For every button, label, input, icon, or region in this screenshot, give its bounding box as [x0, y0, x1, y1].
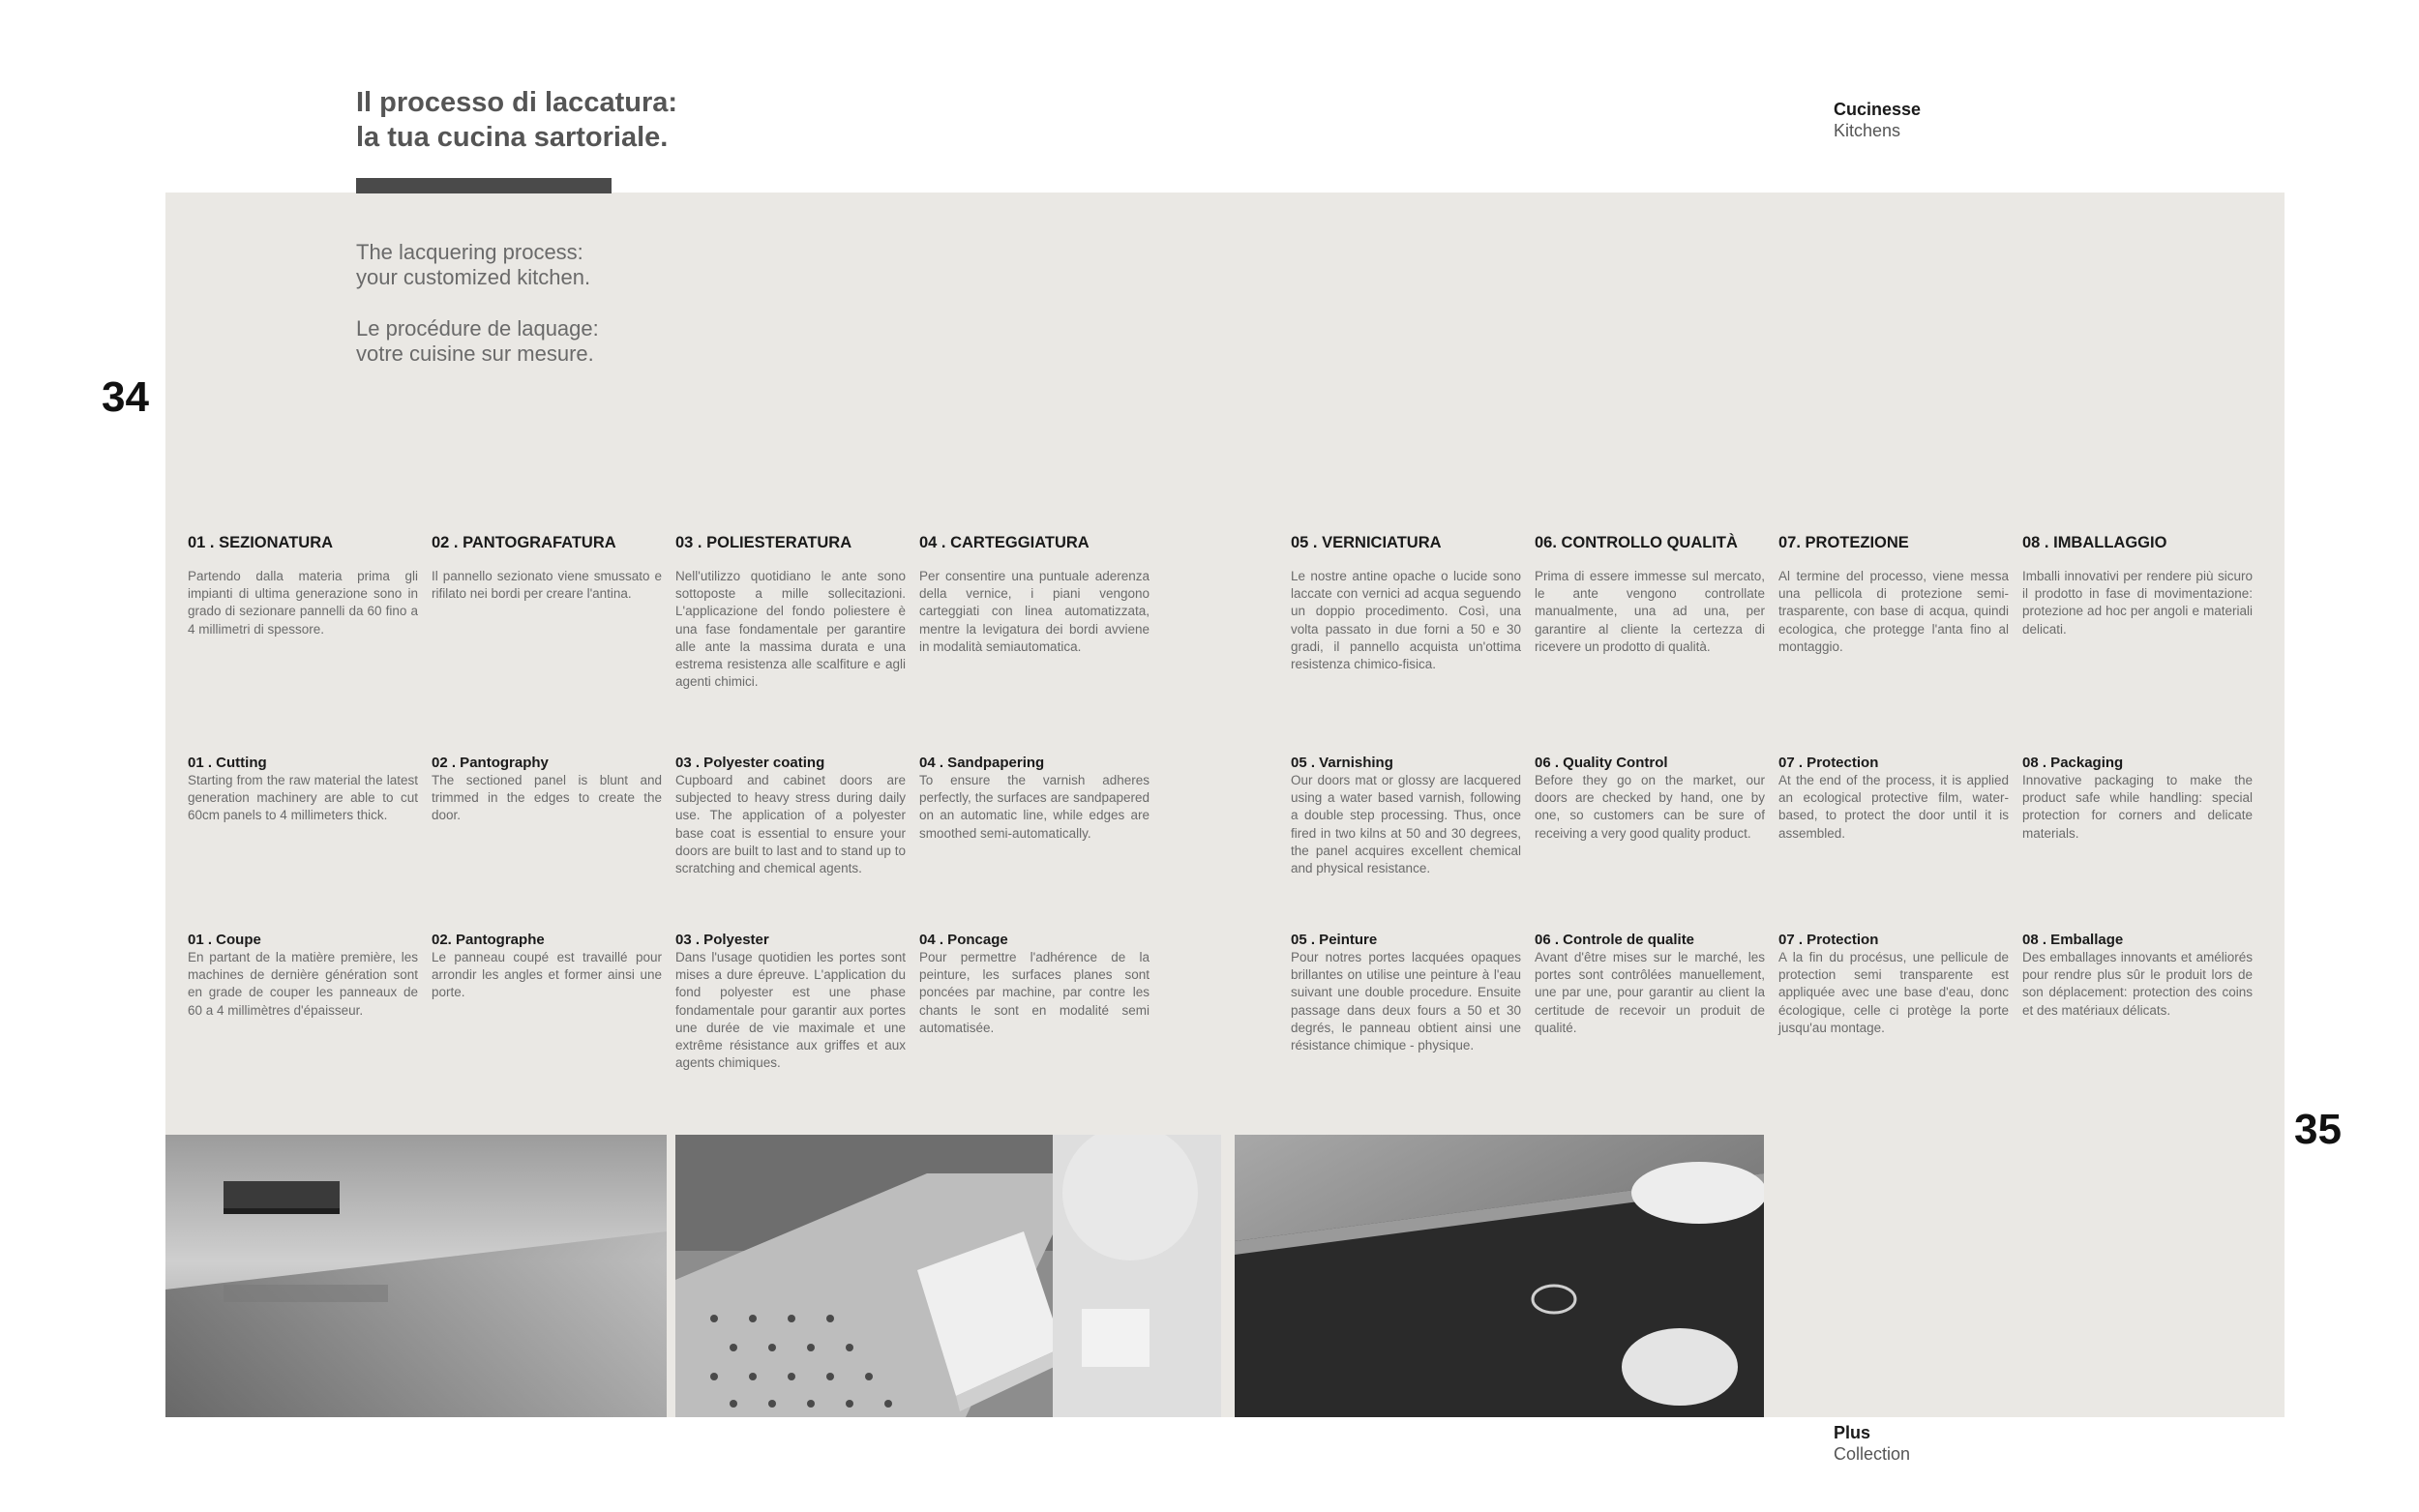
- subtitle-en-line-2: your customized kitchen.: [356, 265, 591, 289]
- step-description: Prima di essere immesse sul mercato, le ante vengono controllate manualmente, una ad una, per garantire al cliente la certezza di ricevere un prodotto di qualità.: [1535, 569, 1765, 654]
- step-title: 08 . IMBALLAGGIO: [2022, 534, 2167, 551]
- step-description: Dans l'usage quotidien les portes sont mises a dure épreuve. L'application du fond polyester est une phase fondamentale pour garantir aux portes une durée de vie maximale et une extrême résistance aux griffes et aux agents chimiques.: [675, 950, 906, 1071]
- step-en-2: [432, 754, 662, 825]
- step-title: 07. PROTEZIONE: [1778, 534, 1909, 551]
- step-description: Le panneau coupé est travaillé pour arrondir les angles et former ainsi une porte.: [432, 950, 662, 1000]
- step-title: 05 . VERNICIATURA: [1291, 534, 1442, 551]
- collection-category: Collection: [1834, 1444, 1911, 1464]
- step-en-5: [1291, 754, 1521, 877]
- collection-name: Plus: [1834, 1423, 1871, 1442]
- subtitle-fr: [356, 316, 599, 367]
- brand-label-top: [1834, 99, 1921, 141]
- step-title: 01 . SEZIONATURA: [188, 534, 334, 551]
- step-fr-1: [188, 931, 418, 1020]
- page-number-left: 34: [102, 373, 149, 421]
- step-description: En partant de la matière première, les machines de dernière génération sont en grade de couper les panneaux de 60 a 4 millimètres d'épaisseur.: [188, 950, 418, 1018]
- step-it-1: [188, 534, 418, 638]
- step-en-3: [675, 754, 906, 877]
- step-description: A la fin du procésus, une pellicule de protection semi transparente est appliquée avec une base d'eau, donc écologique, celle ci protège la porte jusqu'au montage.: [1778, 950, 2009, 1035]
- step-description: Pour permettre l'adhérence de la peinture, les surfaces planes sont poncées par machine, par contre les chants le sont en modalité semi automatisée.: [919, 950, 1150, 1035]
- step-description: Nell'utilizzo quotidiano le ante sono sottoposte a mille sollecitazioni. L'applicazione del fondo poliestere è una fase fondamentale per garantire alle ante la massima durata e una estrema resistenza alle scalfiture e agli agenti chimici.: [675, 569, 906, 690]
- step-en-6: [1535, 754, 1765, 843]
- step-description: Our doors mat or glossy are lacquered using a water based varnish, following a double step processing. Thus, once fired in two kilns at 50 and 30 degrees, the panel acquires excellent chemical and physical resistance.: [1291, 773, 1521, 876]
- step-title: 03 . Polyester: [675, 932, 769, 948]
- photo-quality-control: [1235, 1135, 1764, 1417]
- step-title: 05 . Varnishing: [1291, 755, 1393, 771]
- step-en-1: [188, 754, 418, 825]
- step-title: 08 . Packaging: [2022, 755, 2124, 771]
- step-it-4: [919, 534, 1150, 656]
- subtitle-fr-line-1: Le procédure de laquage:: [356, 316, 599, 341]
- step-fr-6: [1535, 931, 1765, 1037]
- step-description: At the end of the process, it is applied an ecological protective film, water-based, to protect the door until it is assembled.: [1778, 773, 2009, 841]
- step-title: 04 . CARTEGGIATURA: [919, 534, 1090, 551]
- step-fr-5: [1291, 931, 1521, 1054]
- page-title: [356, 85, 677, 155]
- step-it-7: [1778, 534, 2009, 656]
- subtitle-en-line-1: The lacquering process:: [356, 240, 583, 264]
- step-en-8: [2022, 754, 2253, 843]
- step-description: Avant d'être mises sur le marché, les portes sont contrôlées manuellement, une par une, pour garantir au client la certitude de recevoir un produit de qualité.: [1535, 950, 1765, 1035]
- step-title: 01 . Coupe: [188, 932, 261, 948]
- photo-cutting-machine: [165, 1135, 667, 1417]
- title-accent-bar: [356, 178, 612, 193]
- step-title: 05 . Peinture: [1291, 932, 1378, 948]
- brand-category: Kitchens: [1834, 121, 1901, 140]
- step-description: Cupboard and cabinet doors are subjected to heavy stress during daily use. The application of a polyester base coat is essential to ensure your doors are built to last and to stand up to scratching and chemical agents.: [675, 773, 906, 876]
- title-line-2: la tua cucina sartoriale.: [356, 122, 669, 153]
- subtitle-en: [356, 240, 590, 290]
- step-title: 06 . Quality Control: [1535, 755, 1668, 771]
- step-fr-7: [1778, 931, 2009, 1037]
- step-title: 07 . Protection: [1778, 932, 1879, 948]
- step-title: 02. Pantographe: [432, 932, 545, 948]
- step-title: 06 . Controle de qualite: [1535, 932, 1695, 948]
- step-description: Partendo dalla materia prima gli impianti di ultima generazione sono in grado di sezionare pannelli da 60 fino a 4 millimetri di spessore.: [188, 569, 418, 637]
- step-title: 01 . Cutting: [188, 755, 267, 771]
- step-it-3: [675, 534, 906, 691]
- step-description: Starting from the raw material the latest generation machinery are able to cut 60cm panels to 4 millimeters thick.: [188, 773, 418, 823]
- step-description: Il pannello sezionato viene smussato e rifilato nei bordi per creare l'antina.: [432, 569, 662, 602]
- step-it-2: [432, 534, 662, 603]
- step-it-6: [1535, 534, 1765, 656]
- step-description: The sectioned panel is blunt and trimmed in the edges to create the door.: [432, 773, 662, 823]
- step-description: Imballi innovativi per rendere più sicuro il prodotto in fase di movimentazione: protezione ad hoc per angoli e materiali delicati.: [2022, 569, 2253, 637]
- step-title: 04 . Sandpapering: [919, 755, 1045, 771]
- step-title: 02 . Pantography: [432, 755, 549, 771]
- brand-name: Cucinesse: [1834, 100, 1922, 119]
- title-line-1: Il processo di laccatura:: [356, 87, 678, 118]
- step-title: 04 . Poncage: [919, 932, 1008, 948]
- step-description: Le nostre antine opache o lucide sono laccate con vernici ad acqua seguendo un doppio procedimento. Così, una volta passato in due forni a 50 e 30 gradi, il pannello acquista un'ottima resistenza chimico-fisica.: [1291, 569, 1521, 672]
- step-en-4: [919, 754, 1150, 843]
- step-description: Per consentire una puntuale aderenza della vernice, i piani vengono carteggiati con linea automatizzata, mentre la levigatura dei bordi avviene in modalità semiautomatica.: [919, 569, 1150, 654]
- step-fr-2: [432, 931, 662, 1002]
- subtitle-fr-line-2: votre cuisine sur mesure.: [356, 341, 594, 366]
- step-it-8: [2022, 534, 2253, 638]
- step-description: Before they go on the market, our doors are checked by hand, one by one, so customers can be sure of receiving a very good quality product.: [1535, 773, 1765, 841]
- step-description: Des emballages innovants et améliorés pour rendre plus sûr le produit lors de son déplacement: protection des coins et des matériaux délicats.: [2022, 950, 2253, 1018]
- step-description: Al termine del processo, viene messa una pellicola di protezione semi-trasparente, con base di acqua, quindi ecologica, che protegge l'anta fino al montaggio.: [1778, 569, 2009, 654]
- collection-label: [1834, 1422, 1910, 1465]
- step-title: 03 . POLIESTERATURA: [675, 534, 852, 551]
- step-fr-8: [2022, 931, 2253, 1020]
- step-title: 07 . Protection: [1778, 755, 1879, 771]
- step-title: 03 . Polyester coating: [675, 755, 825, 771]
- step-title: 08 . Emballage: [2022, 932, 2124, 948]
- step-description: Innovative packaging to make the product safe while handling: special protection for corners and delicate materials.: [2022, 773, 2253, 841]
- step-title: 02 . PANTOGRAFATURA: [432, 534, 616, 551]
- step-description: To ensure the varnish adheres perfectly, the surfaces are sandpapered on an automatic line, while edges are smoothed semi-automatically.: [919, 773, 1150, 841]
- step-fr-3: [675, 931, 906, 1072]
- step-title: 06. CONTROLLO QUALITÀ: [1535, 534, 1738, 551]
- step-description: Pour notres portes lacquées opaques brillantes on utilise une peinture à l'eau suivant une double procedure. Ensuite passage dans deux fours a 50 et 30 degrés, le panneau obtient ainsi une résistance chimique - physique.: [1291, 950, 1521, 1053]
- step-it-5: [1291, 534, 1521, 673]
- photo-polyester-line: [675, 1135, 1221, 1417]
- step-en-7: [1778, 754, 2009, 843]
- page-number-right: 35: [2294, 1106, 2342, 1153]
- step-fr-4: [919, 931, 1150, 1037]
